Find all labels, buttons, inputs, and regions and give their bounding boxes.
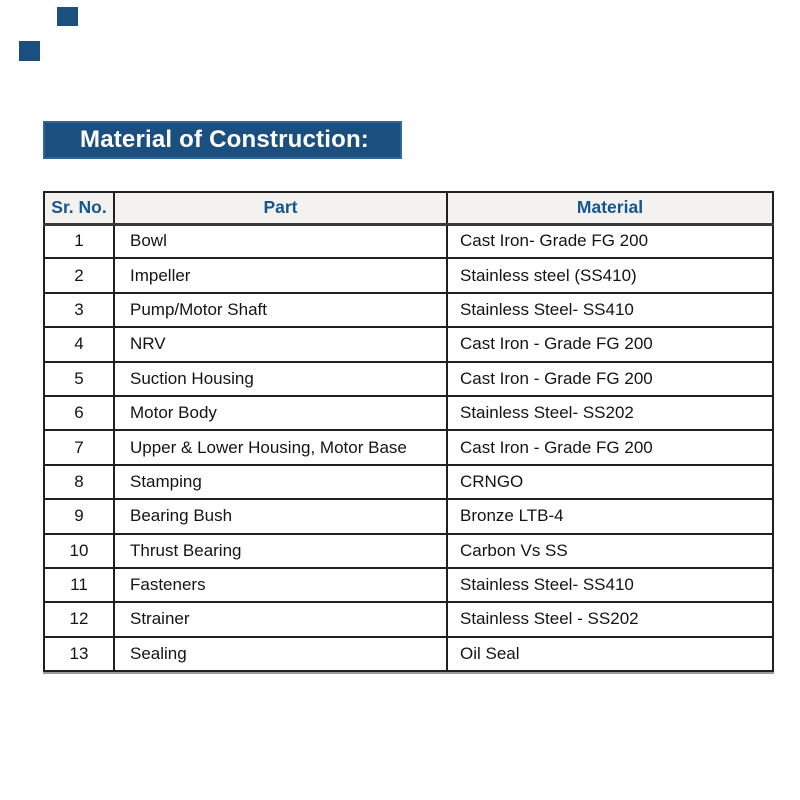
cell-material: Stainless Steel- SS410 bbox=[447, 568, 773, 602]
table-row bbox=[44, 293, 773, 327]
table-row bbox=[44, 568, 773, 602]
table-body bbox=[44, 224, 773, 671]
section-title-bar bbox=[43, 121, 402, 159]
column-header-sr-no: Sr. No. bbox=[44, 192, 114, 224]
cell-sr-no: 12 bbox=[44, 602, 114, 636]
table-row bbox=[44, 396, 773, 430]
table-row bbox=[44, 499, 773, 533]
table-row bbox=[44, 258, 773, 292]
table-row bbox=[44, 637, 773, 671]
cell-material: Bronze LTB-4 bbox=[447, 499, 773, 533]
corner-decor-square-top bbox=[57, 7, 78, 26]
cell-material: Stainless Steel - SS202 bbox=[447, 602, 773, 636]
table-header-row bbox=[44, 192, 773, 224]
table-row bbox=[44, 362, 773, 396]
section-title: Material of Construction: bbox=[80, 126, 370, 153]
cell-part: Thrust Bearing bbox=[114, 534, 447, 568]
cell-material: Oil Seal bbox=[447, 637, 773, 671]
cell-material: Cast Iron - Grade FG 200 bbox=[447, 362, 773, 396]
cell-part: Sealing bbox=[114, 637, 447, 671]
cell-part: Pump/Motor Shaft bbox=[114, 293, 447, 327]
cell-sr-no: 3 bbox=[44, 293, 114, 327]
cell-part: Bearing Bush bbox=[114, 499, 447, 533]
cell-sr-no: 9 bbox=[44, 499, 114, 533]
cell-part: Impeller bbox=[114, 258, 447, 292]
cell-part: Fasteners bbox=[114, 568, 447, 602]
cell-part: Motor Body bbox=[114, 396, 447, 430]
cell-material: Cast Iron - Grade FG 200 bbox=[447, 327, 773, 361]
material-of-construction-table bbox=[43, 191, 774, 672]
cell-material: Stainless steel (SS410) bbox=[447, 258, 773, 292]
cell-part: NRV bbox=[114, 327, 447, 361]
cell-part: Bowl bbox=[114, 224, 447, 258]
table-row bbox=[44, 602, 773, 636]
corner-decor-square-bottom bbox=[19, 41, 40, 61]
column-header-part: Part bbox=[114, 192, 447, 224]
column-header-material: Material bbox=[447, 192, 773, 224]
cell-part: Stamping bbox=[114, 465, 447, 499]
cell-sr-no: 13 bbox=[44, 637, 114, 671]
cell-part: Suction Housing bbox=[114, 362, 447, 396]
table-row bbox=[44, 430, 773, 464]
cell-sr-no: 10 bbox=[44, 534, 114, 568]
cell-material: CRNGO bbox=[447, 465, 773, 499]
cell-material: Stainless Steel- SS202 bbox=[447, 396, 773, 430]
cell-sr-no: 8 bbox=[44, 465, 114, 499]
cell-part: Strainer bbox=[114, 602, 447, 636]
cell-material: Carbon Vs SS bbox=[447, 534, 773, 568]
cell-sr-no: 1 bbox=[44, 224, 114, 258]
cell-material: Cast Iron - Grade FG 200 bbox=[447, 430, 773, 464]
table-row bbox=[44, 327, 773, 361]
cell-material: Cast Iron- Grade FG 200 bbox=[447, 224, 773, 258]
table-row bbox=[44, 534, 773, 568]
cell-sr-no: 6 bbox=[44, 396, 114, 430]
cell-part: Upper & Lower Housing, Motor Base bbox=[114, 430, 447, 464]
cell-sr-no: 11 bbox=[44, 568, 114, 602]
cell-sr-no: 4 bbox=[44, 327, 114, 361]
table-row bbox=[44, 465, 773, 499]
cell-sr-no: 2 bbox=[44, 258, 114, 292]
cell-sr-no: 5 bbox=[44, 362, 114, 396]
table-row bbox=[44, 224, 773, 258]
cell-sr-no: 7 bbox=[44, 430, 114, 464]
cell-material: Stainless Steel- SS410 bbox=[447, 293, 773, 327]
